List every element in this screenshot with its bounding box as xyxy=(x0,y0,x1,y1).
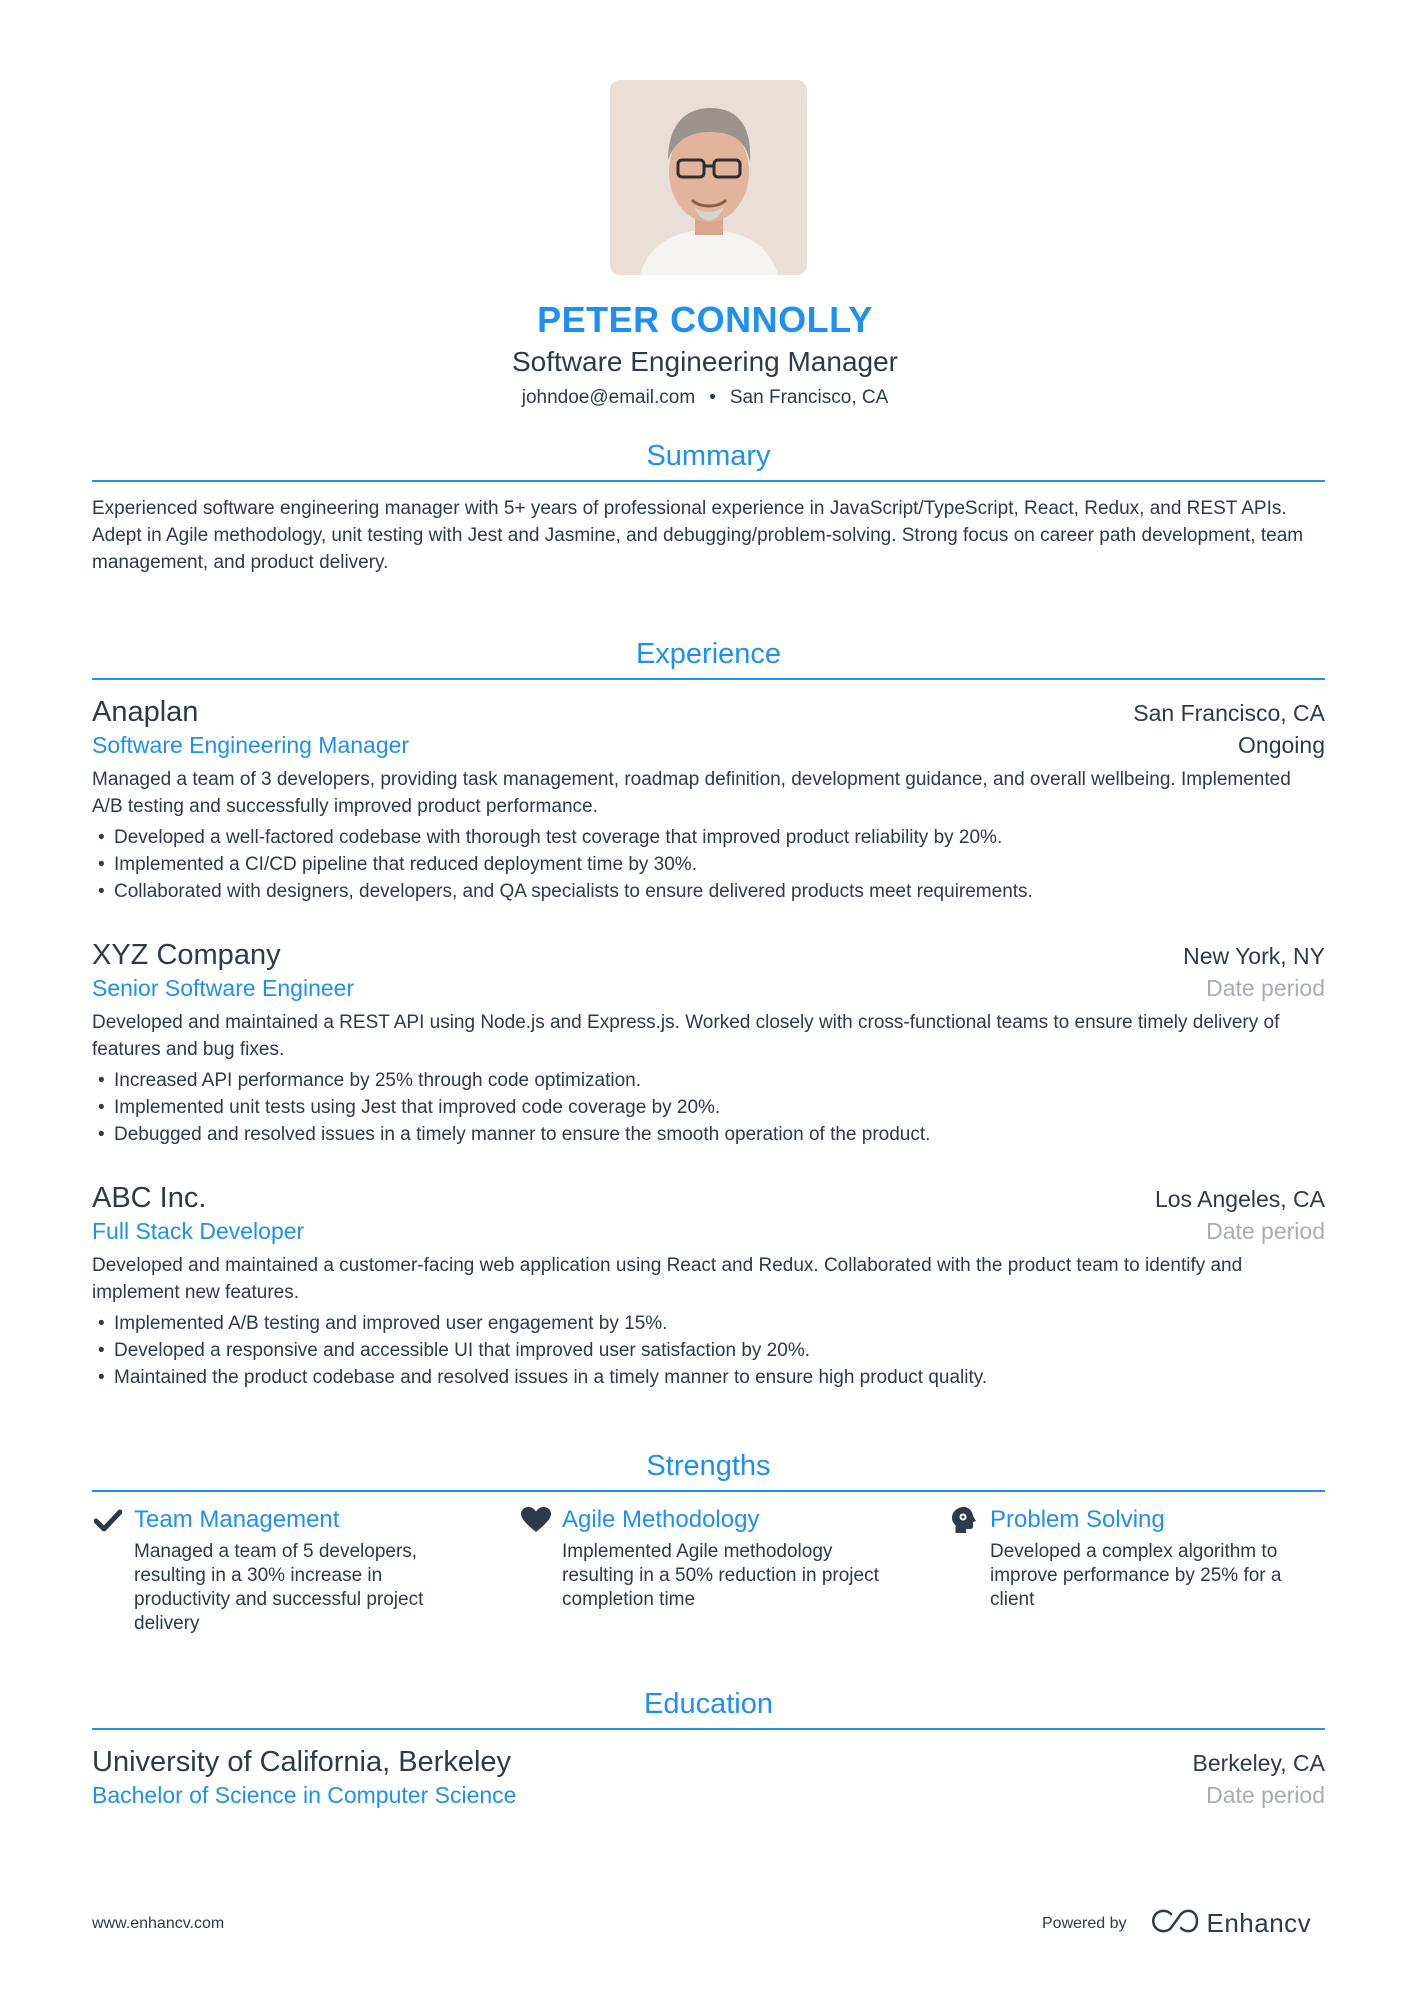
education-school: University of California, Berkeley xyxy=(92,1746,512,1778)
job-bullet: • Implemented unit tests using Jest that improved code coverage by 20%. xyxy=(92,1094,1325,1121)
job-description: Managed a team of 3 developers, providing task management, roadmap definition, development guidance, and overall wellbeing. Implemented A/B testing and successfully improved product performance. xyxy=(92,769,1291,817)
strength-title: Team Management xyxy=(134,1506,340,1533)
checkmark-icon xyxy=(92,1504,124,1536)
footer-branding xyxy=(1042,1908,1311,1939)
head-brain-icon xyxy=(948,1504,980,1536)
candidate-name: PETER CONNOLLY xyxy=(537,299,873,340)
candidate-headline: Software Engineering Manager xyxy=(511,346,898,377)
job-bullet: • Maintained the product codebase and resolved issues in a timely manner to ensure high product quality. xyxy=(92,1364,1325,1391)
job-bullets xyxy=(92,1067,1325,1148)
footer-website-link[interactable]: www.enhancv.com xyxy=(92,1915,225,1932)
education-divider xyxy=(92,1728,1325,1730)
experience-divider xyxy=(92,678,1325,680)
job-bullet: • Implemented A/B testing and improved user engagement by 15%. xyxy=(92,1310,1325,1337)
job-entry xyxy=(92,1180,1325,1391)
strength-title: Agile Methodology xyxy=(562,1506,760,1533)
job-date: Date period xyxy=(1206,1218,1325,1244)
heart-icon xyxy=(520,1504,552,1536)
candidate-location: San Francisco, CA xyxy=(729,387,889,408)
strength-description: Developed a complex algorithm to improve performance by 25% for a client xyxy=(990,1541,1282,1610)
education-location: Berkeley, CA xyxy=(1192,1750,1325,1776)
strength-item xyxy=(948,1504,1338,1612)
job-company: Anaplan xyxy=(92,696,199,728)
strength-title: Problem Solving xyxy=(990,1506,1165,1533)
strength-description: Managed a team of 5 developers, resulting in a 30% increase in productivity and successful project delivery xyxy=(134,1541,424,1634)
resume-header xyxy=(0,298,1410,410)
email-link[interactable]: johndoe@email.com xyxy=(521,387,696,408)
job-location: New York, NY xyxy=(1183,943,1325,969)
enhancv-logo-icon xyxy=(1151,1908,1199,1939)
summary-heading: Summary xyxy=(646,440,771,472)
profile-photo xyxy=(610,80,807,275)
contact-line xyxy=(0,386,1410,410)
job-date: Date period xyxy=(1206,975,1325,1001)
job-bullet: • Implemented a CI/CD pipeline that reduced deployment time by 30%. xyxy=(92,851,1325,878)
education-heading: Education xyxy=(644,1688,773,1720)
education-entry xyxy=(92,1744,1325,1810)
job-role: Full Stack Developer xyxy=(92,1218,305,1244)
job-bullet: • Collaborated with designers, developers, and QA specialists to ensure delivered products meet requirements. xyxy=(92,878,1325,905)
job-location: Los Angeles, CA xyxy=(1154,1186,1325,1212)
job-bullet: • Developed a well-factored codebase with thorough test coverage that improved product reliability by 20%. xyxy=(92,824,1325,851)
powered-by-label: Powered by xyxy=(1042,1914,1127,1932)
strength-description: Implemented Agile methodology resulting in a 50% reduction in project completion time xyxy=(562,1541,879,1610)
education-date: Date period xyxy=(1206,1782,1325,1808)
job-entry xyxy=(92,937,1325,1148)
job-company: XYZ Company xyxy=(92,939,281,971)
job-bullet: • Increased API performance by 25% through code optimization. xyxy=(92,1067,1325,1094)
job-bullets xyxy=(92,1310,1325,1391)
contact-separator: • xyxy=(709,387,716,408)
job-bullets xyxy=(92,824,1325,905)
strengths-divider xyxy=(92,1490,1325,1492)
job-role: Software Engineering Manager xyxy=(92,732,410,758)
job-bullet: • Developed a responsive and accessible UI that improved user satisfaction by 20%. xyxy=(92,1337,1325,1364)
job-company: ABC Inc. xyxy=(92,1182,207,1214)
summary-text: Experienced software engineering manager with 5+ years of professional experience in JavaScript/TypeScript, React, Redux, and REST APIs. Adept in Agile methodology, unit testing with Jest and Jasmine, and debugging/problem-solving. Strong focus on career path development, team management, and product delivery. xyxy=(92,498,1304,573)
job-date: Ongoing xyxy=(1238,732,1325,758)
job-description: Developed and maintained a REST API using Node.js and Express.js. Worked closely with cross-functional teams to ensure timely delivery of features and bug fixes. xyxy=(92,1012,1280,1060)
job-role: Senior Software Engineer xyxy=(92,975,355,1001)
portrait-image xyxy=(610,80,807,275)
strengths-heading: Strengths xyxy=(646,1450,771,1482)
strength-item xyxy=(520,1504,910,1612)
strength-item xyxy=(92,1504,482,1636)
brand-name: Enhancv xyxy=(1206,1908,1312,1938)
experience-heading: Experience xyxy=(635,638,782,670)
job-bullet: • Debugged and resolved issues in a timely manner to ensure the smooth operation of the product. xyxy=(92,1121,1325,1148)
job-entry xyxy=(92,694,1325,905)
job-description: Developed and maintained a customer-facing web application using React and Redux. Collaborated with the product team to identify and implement new features. xyxy=(92,1255,1243,1303)
summary-divider xyxy=(92,480,1325,482)
education-degree: Bachelor of Science in Computer Science xyxy=(92,1782,517,1808)
job-location: San Francisco, CA xyxy=(1133,700,1325,726)
